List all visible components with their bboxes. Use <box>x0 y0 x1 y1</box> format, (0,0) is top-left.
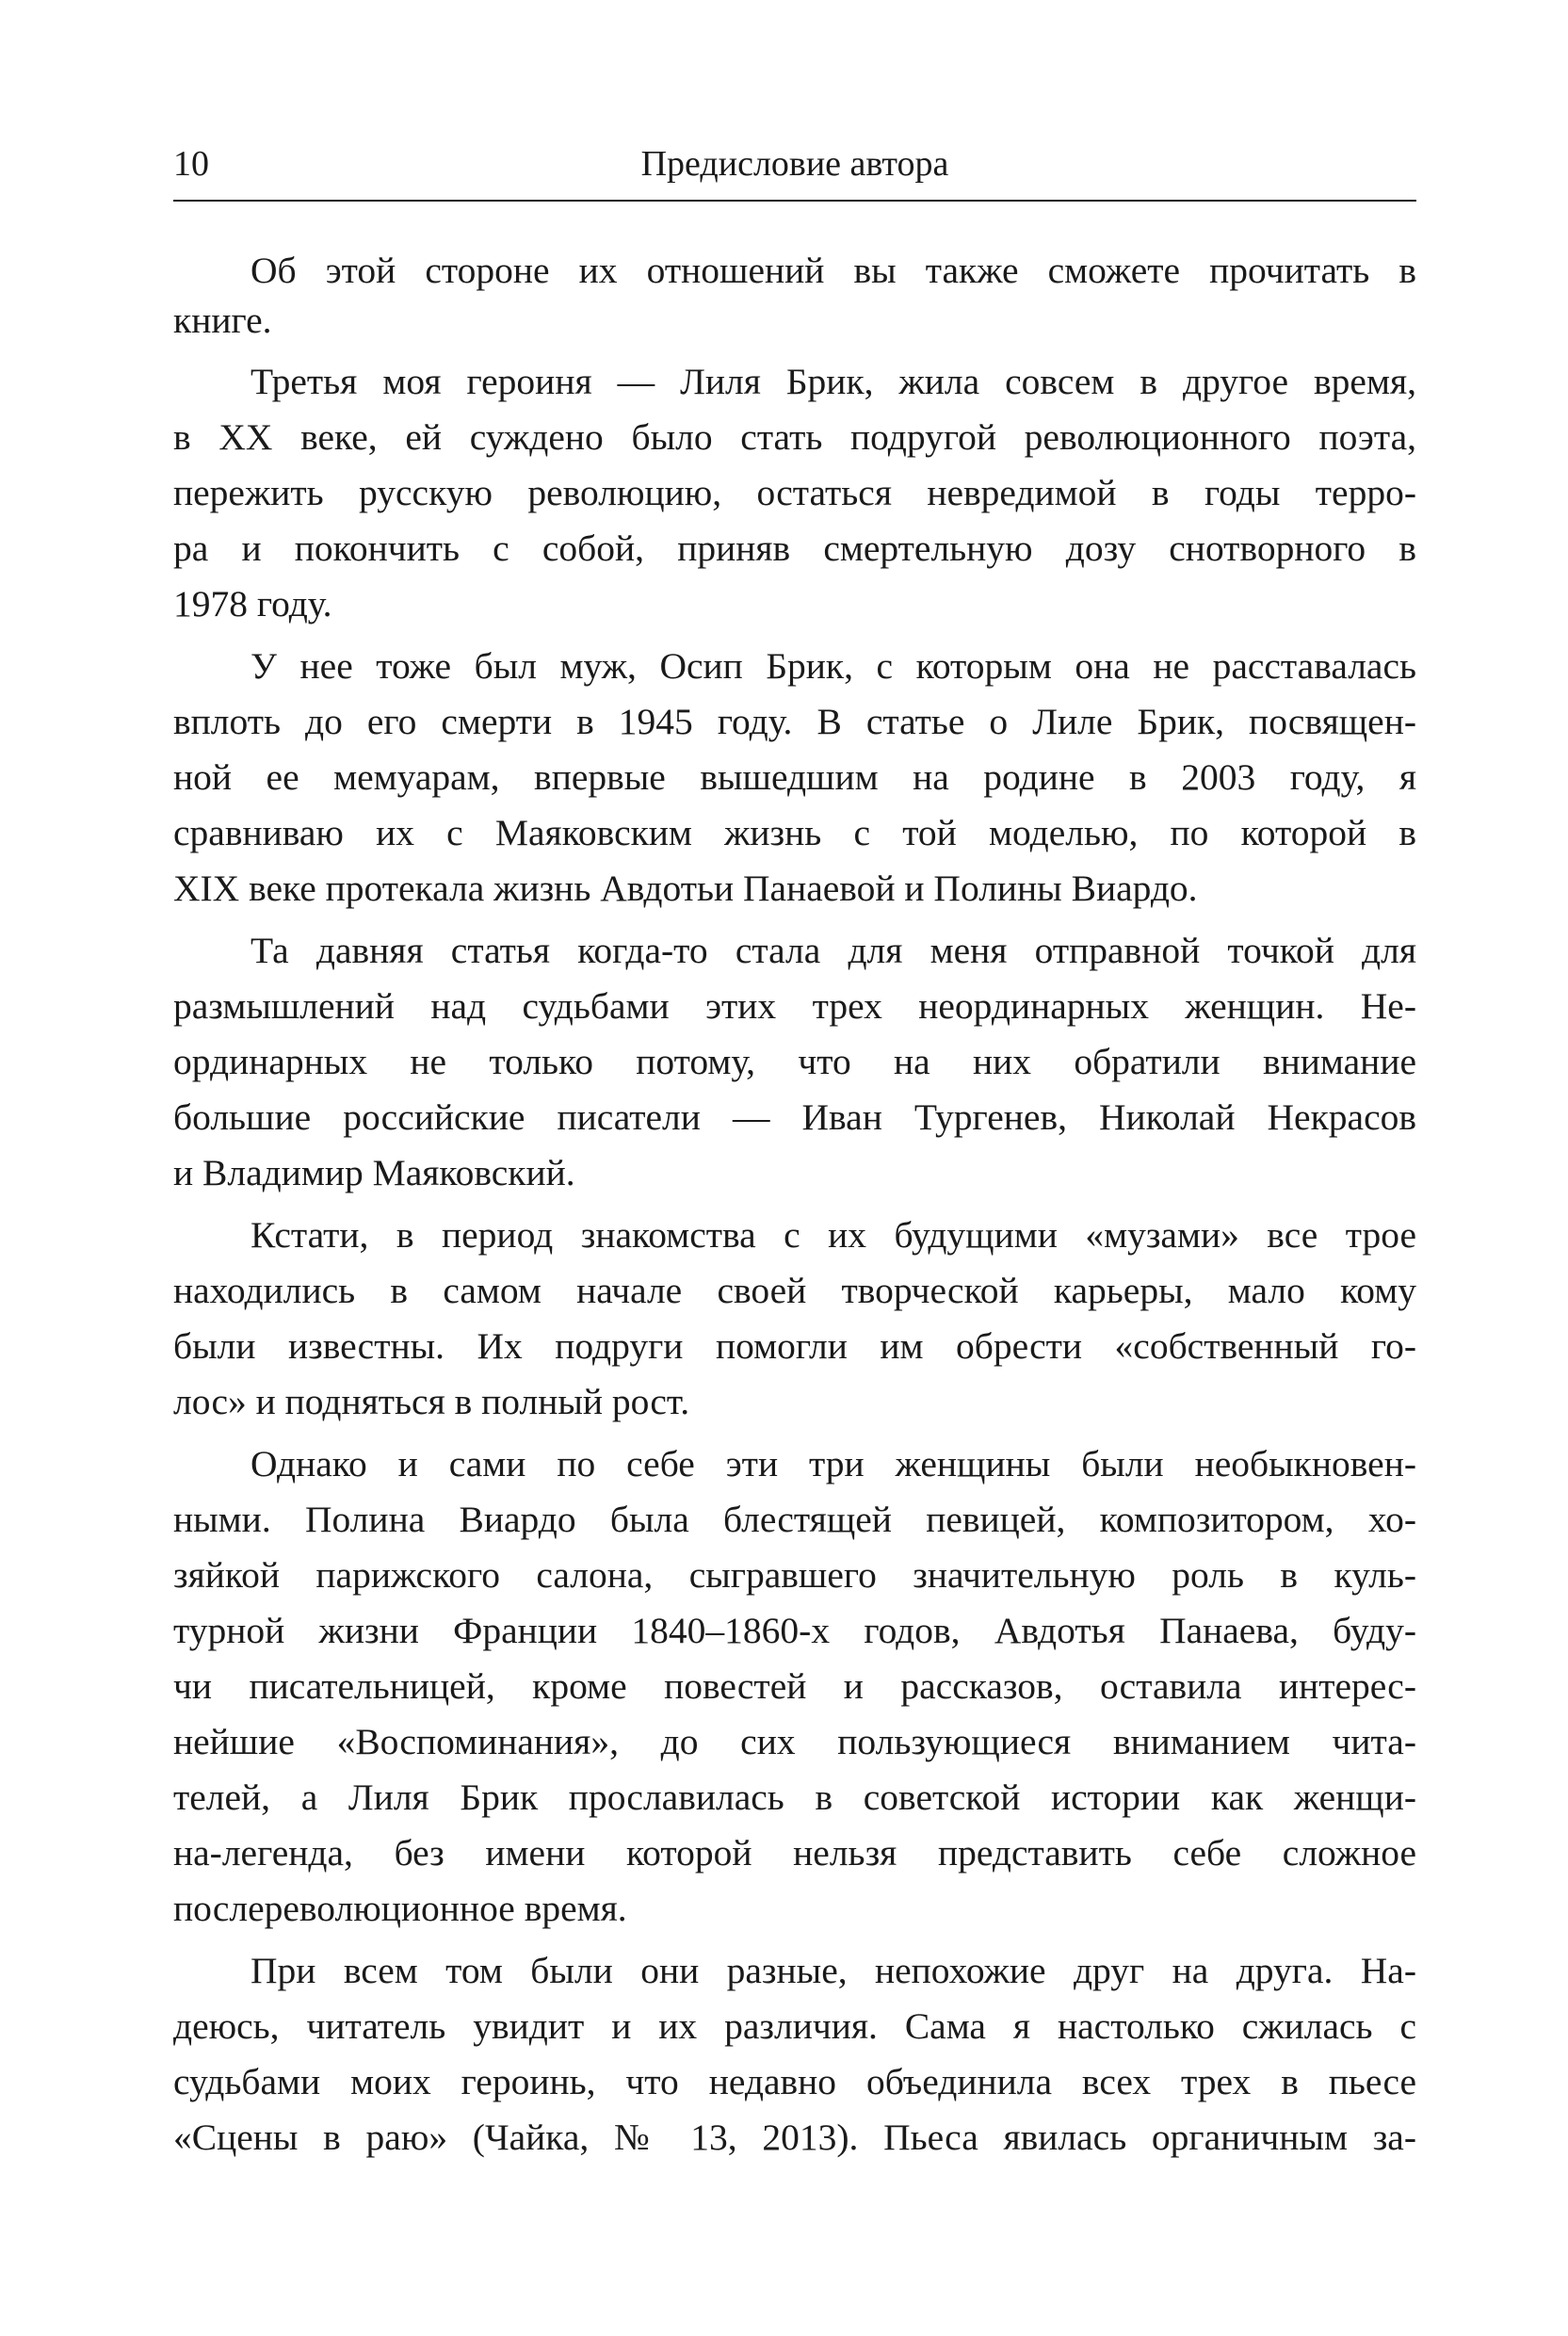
text-line: зяйкой парижского салона, сыгравшего значительную роль в куль- <box>173 1554 1416 1596</box>
text-line: Та давняя статья когда-то стала для меня отправной точкой для <box>251 930 1416 971</box>
text-line: Кстати, в период знакомства с их будущими «музами» все трое <box>251 1214 1416 1256</box>
text-line: размышлений над судьбами этих трех неординарных женщин. Не- <box>173 985 1416 1027</box>
text-line: большие российские писатели — Иван Тургенев, Николай Некрасов <box>173 1096 1416 1138</box>
text-line: турной жизни Франции 1840–1860-х годов, Авдотья Панаева, буду- <box>173 1610 1416 1651</box>
text-line: «Сцены в раю» (Чайка, № 13, 2013). Пьеса явилась органичным за- <box>173 2117 1416 2158</box>
text-line: Однако и сами по себе эти три женщины были необыкновен- <box>251 1443 1416 1484</box>
text-line: 1978 году. <box>173 583 332 625</box>
text-line: пережить русскую революцию, остаться невредимой в годы терро- <box>173 472 1416 513</box>
text-line: вплоть до его смерти в 1945 году. В статье о Лиле Брик, посвящен- <box>173 701 1416 742</box>
text-line: Третья моя героиня — Лиля Брик, жила совсем в другое время, <box>251 361 1416 402</box>
text-line: У нее тоже был муж, Осип Брик, с которым она не расставалась <box>251 645 1416 687</box>
text-line: ными. Полина Виардо была блестящей певицей, композитором, хо- <box>173 1499 1416 1540</box>
text-line: лос» и подняться в полный рост. <box>173 1381 690 1422</box>
text-line: послереволюционное время. <box>173 1888 627 1929</box>
text-line: ординарных не только потому, что на них обратили внимание <box>173 1041 1416 1082</box>
text-line: телей, а Лиля Брик прославилась в советской истории как женщи- <box>173 1776 1416 1818</box>
text-line: в XX веке, ей суждено было стать подругой революционного поэта, <box>173 416 1416 458</box>
text-line: XIX веке протекала жизнь Авдотьи Панаевой и Полины Виардо. <box>173 868 1198 909</box>
page-number: 10 <box>173 144 209 184</box>
header-rule <box>173 200 1416 202</box>
text-line: были известны. Их подруги помогли им обрести «собственный го- <box>173 1325 1416 1367</box>
text-line: находились в самом начале своей творческой карьеры, мало кому <box>173 1270 1416 1311</box>
text-line: При всем том были они разные, непохожие друг на друга. На- <box>251 1950 1416 1991</box>
text-line: ной ее мемуарам, впервые вышедшим на родине в 2003 году, я <box>173 756 1416 798</box>
running-title: Предисловие автора <box>640 144 949 184</box>
text-line: ра и покончить с собой, приняв смертельную дозу снотворного в <box>173 527 1416 569</box>
text-line: и Владимир Маяковский. <box>173 1152 575 1193</box>
text-line: деюсь, читатель увидит и их различия. Сама я настолько сжилась с <box>173 2005 1416 2047</box>
text-line: сравниваю их с Маяковским жизнь с той моделью, по которой в <box>173 812 1416 853</box>
text-line: Об этой стороне их отношений вы также сможете прочитать в <box>251 250 1416 291</box>
text-line: нейшие «Воспоминания», до сих пользующиеся вниманием чита- <box>173 1721 1416 1762</box>
text-line: судьбами моих героинь, что недавно объединила всех трех в пьесе <box>173 2061 1416 2102</box>
page-header <box>173 132 1416 200</box>
text-line: чи писательницей, кроме повестей и рассказов, оставила интерес- <box>173 1665 1416 1707</box>
text-line: книге. <box>173 300 272 341</box>
text-line: на-легенда, без имени которой нельзя представить себе сложное <box>173 1832 1416 1874</box>
